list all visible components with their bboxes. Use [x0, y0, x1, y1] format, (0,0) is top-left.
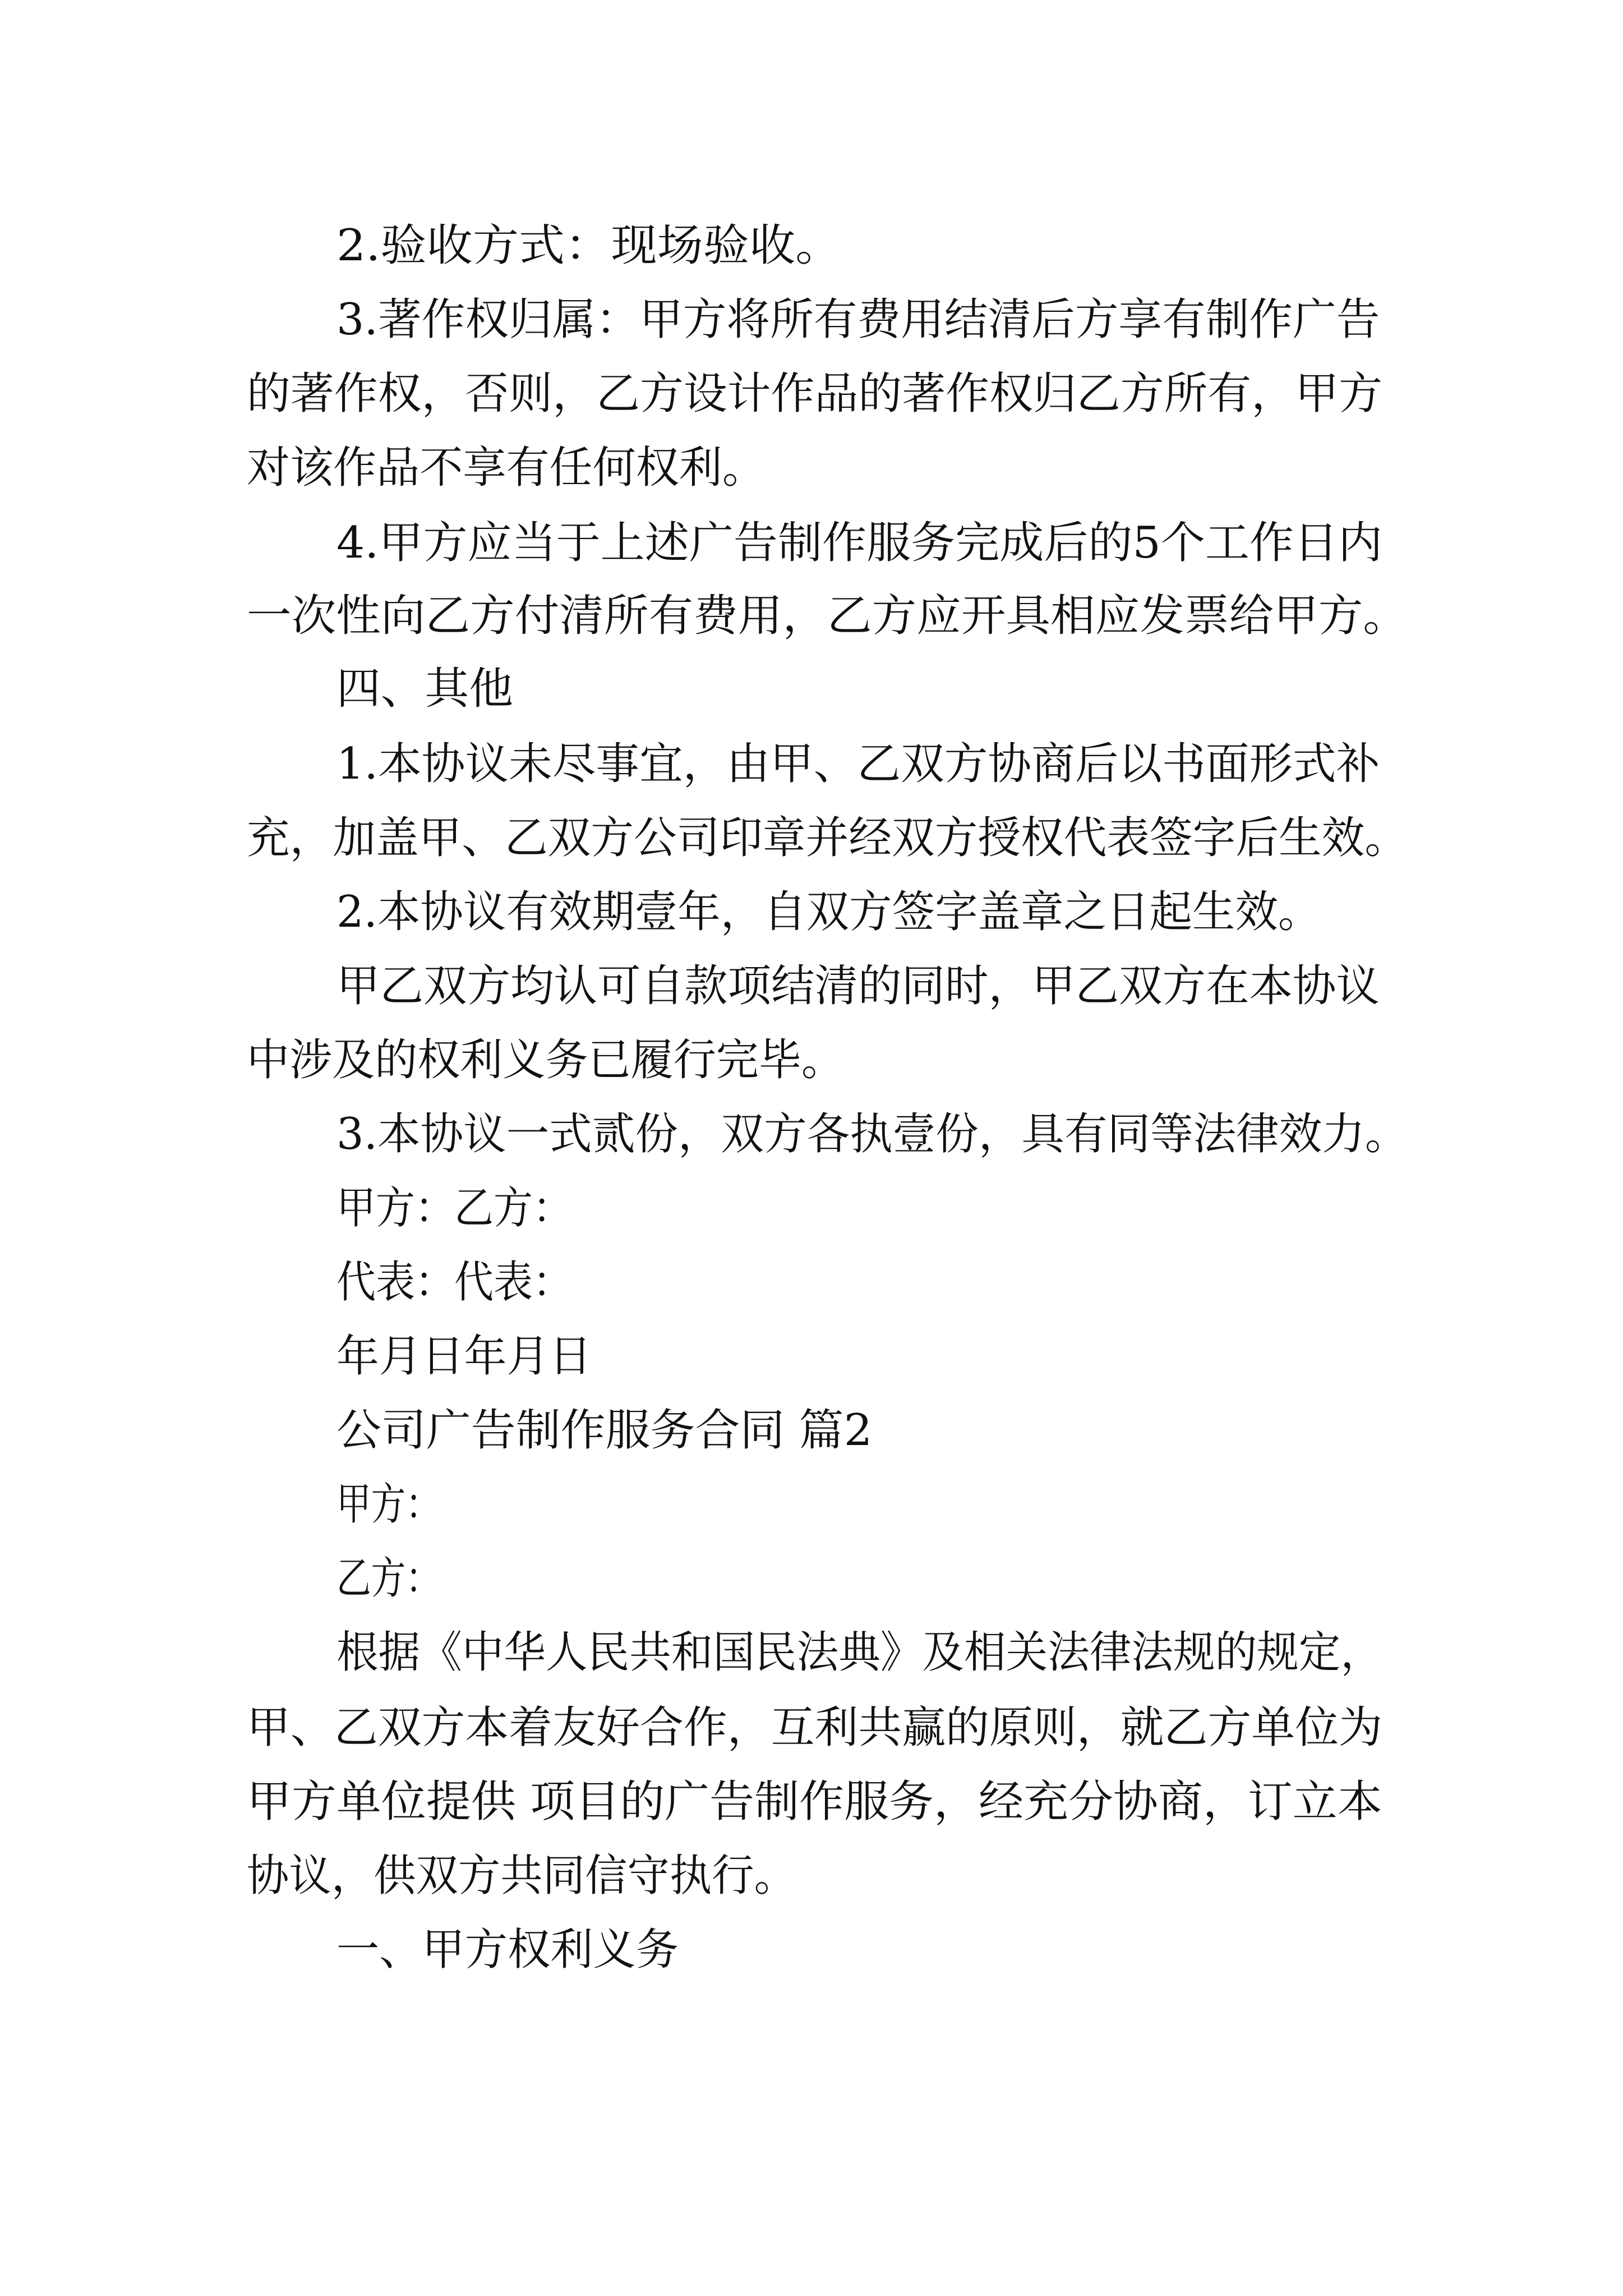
clause-validity: 2.本协议有效期壹年，自双方签字盖章之日起生效。 — [336, 887, 1321, 937]
clause-completion-line-1: 甲乙双方均认可自款项结清的同时，甲乙双方在本协议 — [336, 961, 1380, 1011]
signature-parties: 甲方：乙方： — [336, 1183, 572, 1234]
clause-copyright-line-1: 3.著作权归属：甲方将所有费用结清后方享有制作广告 — [336, 295, 1380, 345]
section-heading-other: 四、其他 — [336, 664, 514, 714]
clause-copies: 3.本协议一式贰份，双方各执壹份，具有同等法律效力。 — [336, 1109, 1408, 1159]
clause-completion-line-2: 中涉及的权利义务已履行完毕。 — [247, 1035, 845, 1085]
clause-payment-line-1: 4.甲方应当于上述广告制作服务完成后的5个工作日内 — [336, 518, 1383, 568]
clause-payment-line-2: 一次性向乙方付清所有费用，乙方应开具相应发票给甲方。 — [247, 591, 1408, 641]
clause-supplement-line-2: 充，加盖甲、乙双方公司印章并经双方授权代表签字后生效。 — [247, 813, 1408, 863]
preamble-line-1: 根据《中华人民共和国民法典》及相关法律法规的规定， — [336, 1627, 1382, 1678]
preamble-line-2: 甲、乙双方本着友好合作，互利共赢的原则，就乙方单位为 — [247, 1703, 1382, 1753]
clause-supplement-line-1: 1.本协议未尽事宜，由甲、乙双方协商后以书面形式补 — [336, 739, 1380, 789]
contract-title-part-2: 公司广告制作服务合同 篇2 — [336, 1405, 873, 1456]
signature-representatives: 代表：代表： — [336, 1257, 572, 1308]
party-b-label: 乙方： — [336, 1553, 441, 1604]
preamble-line-4: 协议，供双方共同信守执行。 — [247, 1851, 797, 1901]
preamble-line-3: 甲方单位提供 项目的广告制作服务，经充分协商，订立本 — [247, 1777, 1382, 1827]
signature-dates: 年月日年月日 — [336, 1331, 592, 1382]
clause-acceptance-method: 2.验收方式：现场验收。 — [336, 220, 842, 271]
section-heading-party-a-rights: 一、甲方权利义务 — [336, 1925, 679, 1975]
clause-copyright-line-2: 的著作权，否则，乙方设计作品的著作权归乙方所有，甲方 — [247, 369, 1382, 419]
party-a-label: 甲方： — [336, 1479, 441, 1530]
clause-copyright-line-3: 对该作品不享有任何权利。 — [247, 443, 766, 493]
